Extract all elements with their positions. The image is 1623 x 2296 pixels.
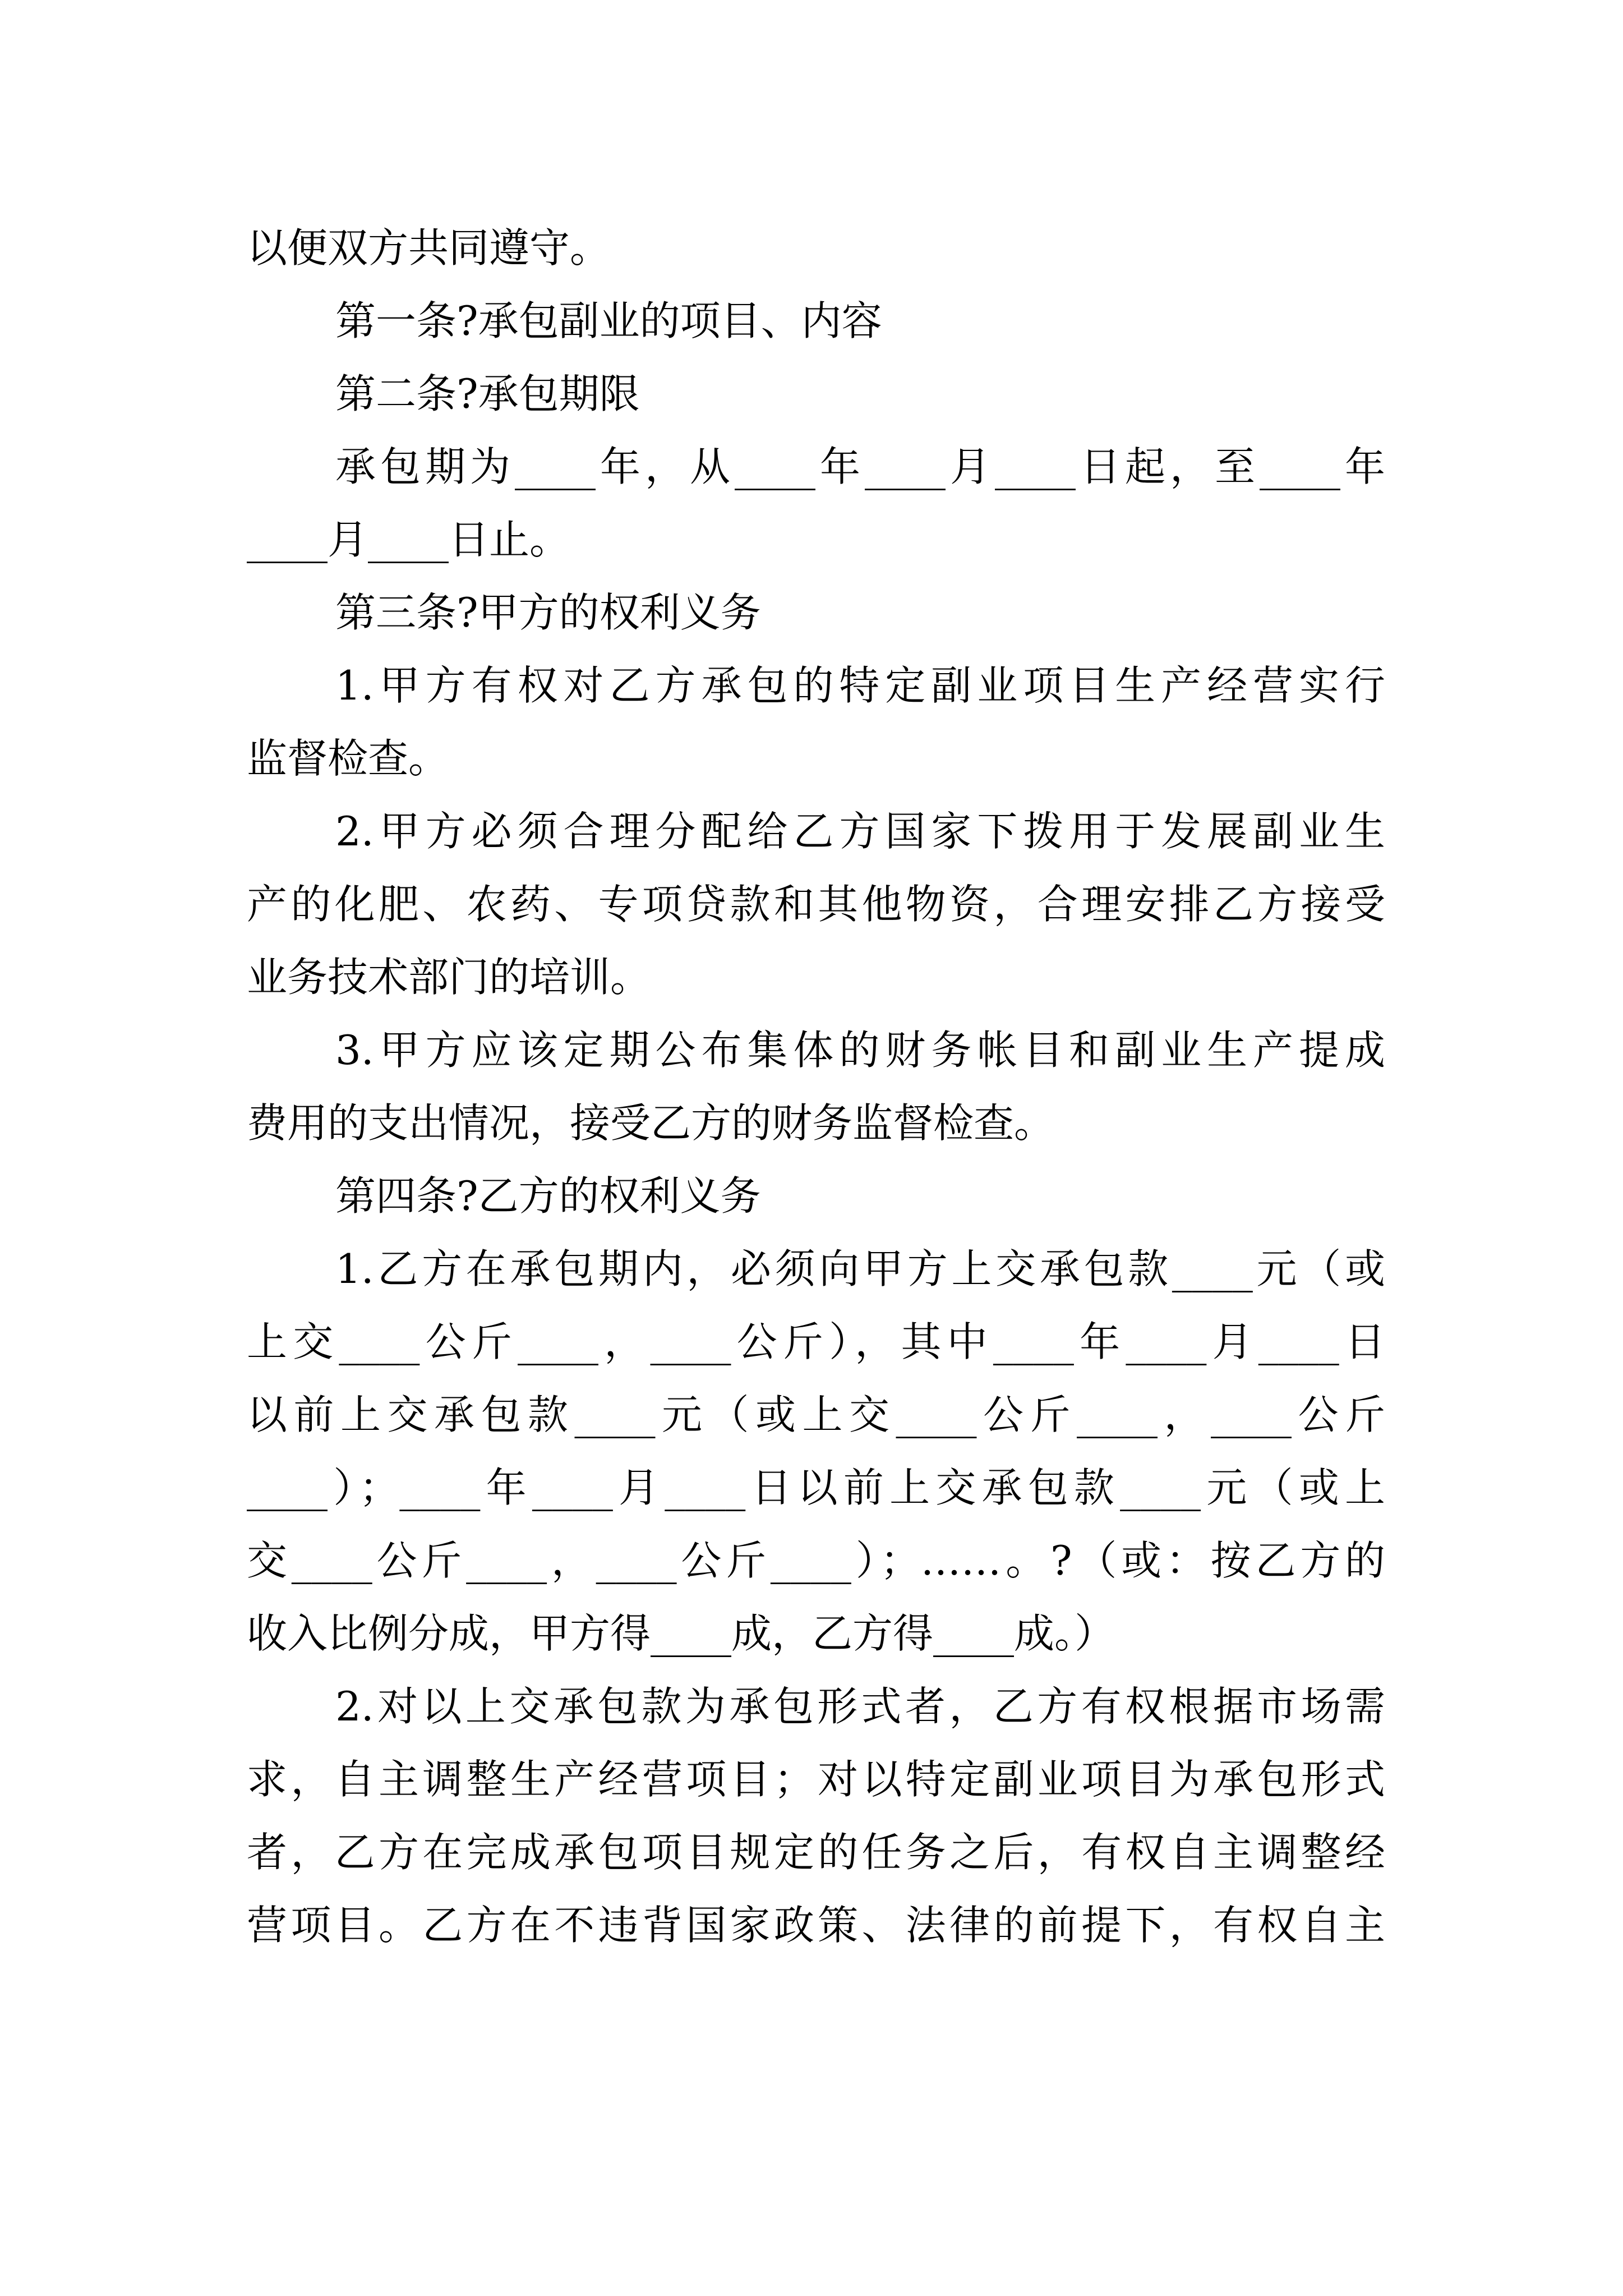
text-line: 收入比例分成，甲方得____成，乙方得____成。） bbox=[247, 1610, 1115, 1657]
clause-heading: 第一条?承包副业的项目、内容 bbox=[335, 297, 882, 344]
clause-heading: 第三条?甲方的权利义务 bbox=[335, 589, 761, 636]
text-line: 交____公斤____，____公斤____）；……。?（或：按乙方的 bbox=[247, 1537, 1385, 1584]
text-line: 监督检查。 bbox=[247, 735, 449, 782]
text-line: 3.甲方应该定期公布集体的财务帐目和副业生产提成 bbox=[335, 1027, 1385, 1074]
text-line: 以前上交承包款____元（或上交____公斤____，____公斤 bbox=[247, 1391, 1385, 1438]
text-line: 以便双方共同遵守。 bbox=[247, 224, 611, 272]
text-line: 费用的支出情况，接受乙方的财务监督检查。 bbox=[247, 1099, 1055, 1147]
text-line: 者，乙方在完成承包项目规定的任务之后，有权自主调整经 bbox=[247, 1829, 1385, 1876]
text-line: ____）；____年____月____日以前上交承包款____元（或上 bbox=[247, 1464, 1385, 1511]
text-line: 1.乙方在承包期内，必须向甲方上交承包款____元（或 bbox=[335, 1245, 1385, 1292]
text-line: 承包期为____年，从____年____月____日起，至____年 bbox=[335, 443, 1385, 490]
text-line: 1.甲方有权对乙方承包的特定副业项目生产经营实行 bbox=[335, 662, 1385, 709]
text-line: 产的化肥、农药、专项贷款和其他物资，合理安排乙方接受 bbox=[247, 881, 1385, 928]
clause-heading: 第四条?乙方的权利义务 bbox=[335, 1172, 761, 1220]
text-line: 2.对以上交承包款为承包形式者，乙方有权根据市场需 bbox=[335, 1683, 1385, 1730]
text-line: 2.甲方必须合理分配给乙方国家下拨用于发展副业生 bbox=[335, 808, 1385, 855]
clause-heading: 第二条?承包期限 bbox=[335, 370, 640, 417]
text-line: 业务技术部门的培训。 bbox=[247, 954, 651, 1001]
text-line: ____月____日止。 bbox=[247, 516, 570, 563]
text-line: 上交____公斤____，____公斤），其中____年____月____日 bbox=[247, 1318, 1385, 1365]
text-line: 营项目。乙方在不违背国家政策、法律的前提下，有权自主 bbox=[247, 1902, 1385, 1949]
text-line: 求，自主调整生产经营项目；对以特定副业项目为承包形式 bbox=[247, 1756, 1385, 1803]
